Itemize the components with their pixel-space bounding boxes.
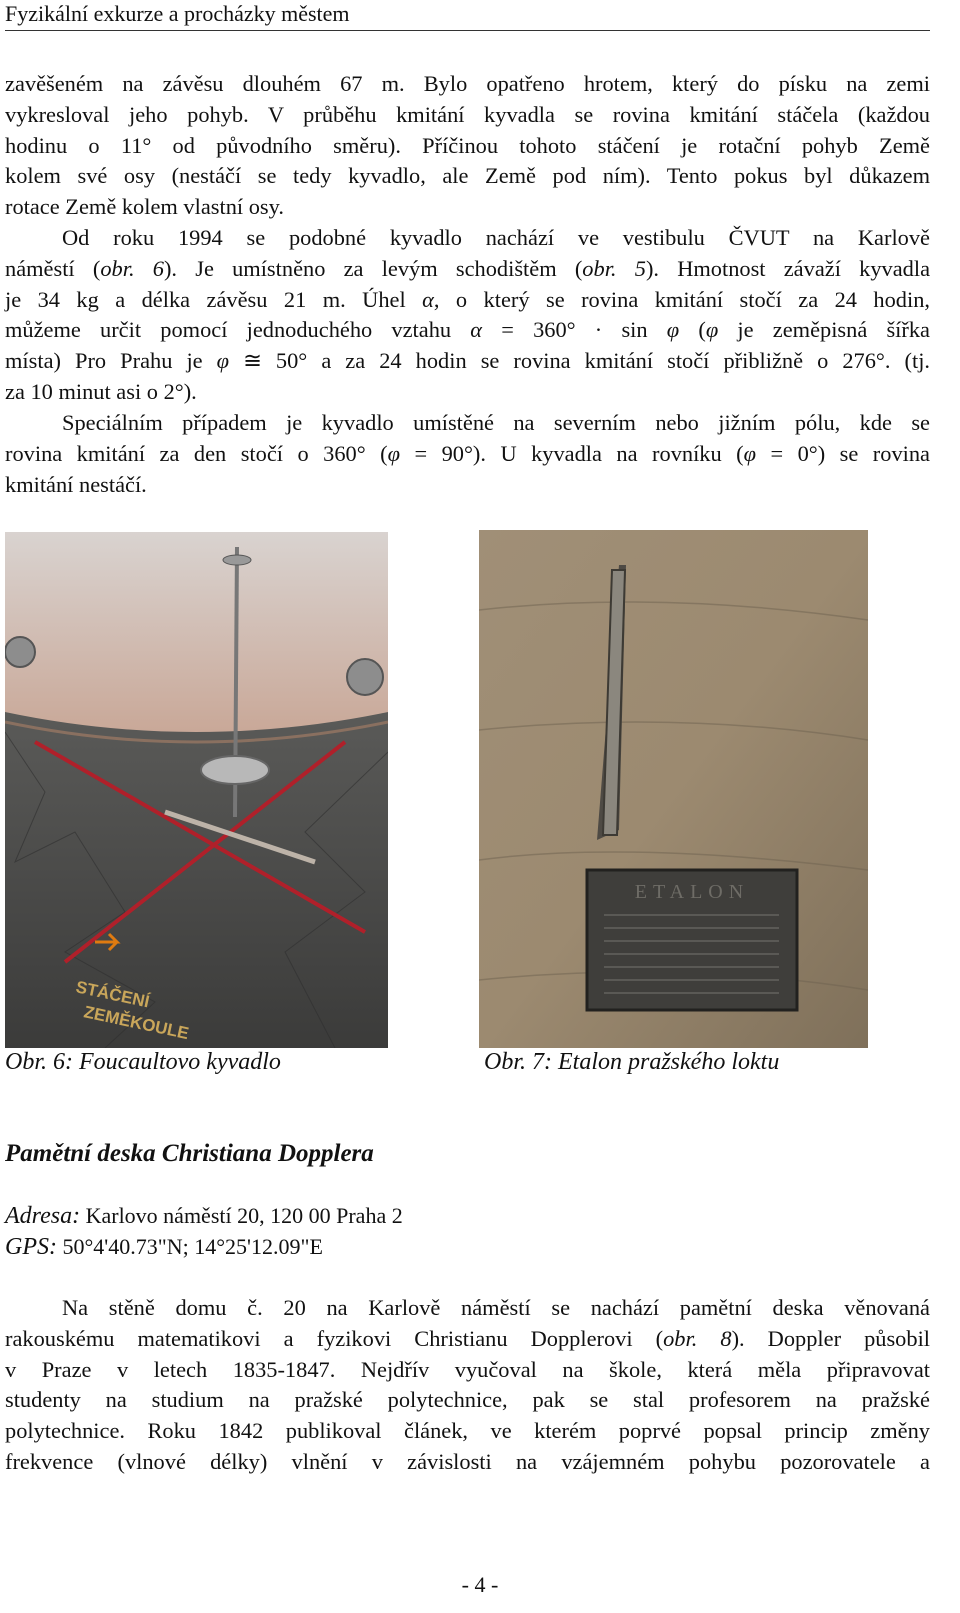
address-label: Adresa: bbox=[5, 1203, 81, 1229]
etalon-photo bbox=[479, 530, 868, 1048]
gps-line bbox=[5, 1234, 323, 1261]
running-header: Fyzikální exkurze a procházky městem bbox=[5, 0, 930, 31]
floor-text-line-1: STÁČENÍ bbox=[74, 977, 152, 1012]
figure-6-caption: Obr. 6: Foucaultovo kyvadlo bbox=[5, 1049, 281, 1075]
address-value: Karlovo náměstí 20, 120 00 Praha 2 bbox=[85, 1203, 403, 1228]
gps-label: GPS: bbox=[5, 1234, 57, 1260]
paragraph-1: zavěšeném na závěsu dlouhém 67 m. Bylo opatřeno hrotem, který do písku na zemi vykresloval jeho pohyb. V průběhu kmitání kyvadla se rovina kmitání stáčela (každou hodinu o 11° od původního směru). Příčinou tohoto stáčení je rotační pohyb Země kolem své osy (nestáčí se tedy kyvadlo, ale Země pod ním). Tento pokus byl důkazem rotace Země kolem vlastní osy. bbox=[5, 71, 930, 220]
address-line bbox=[5, 1203, 403, 1230]
figure-7-caption: Obr. 7: Etalon pražského loktu bbox=[484, 1049, 780, 1075]
paragraph-4: Na stěně domu č. 20 na Karlově náměstí se nachází pamětní deska věnovaná rakouskému matematikovi a fyzikovi Christianu Dopplerovi (obr. 8). Doppler působil v Praze v letech 1835-1847. Nejdřív vyučoval na škole, která měla připravovat studenty na studium na pražské polytechnice, pak se stal profesorem na pražské polytechnice. Roku 1842 publikoval článek, ve kterém poprvé popsal princip změny frekvence (vlnové délky) vlnění v závislosti na vzájemném pohybu pozorovatele a bbox=[5, 1295, 931, 1474]
section-title: Pamětní deska Christiana Dopplera bbox=[5, 1140, 374, 1167]
floor-text-line-2: ZEMĚKOULE bbox=[82, 1002, 191, 1044]
gps-value: 50°4'40.73"N; 14°25'12.09"E bbox=[62, 1234, 323, 1259]
plaque-title: ETALON bbox=[634, 881, 750, 903]
paragraph-2: Od roku 1994 se podobné kyvadlo nachází ve vestibulu ČVUT na Karlově náměstí (obr. 6). Je umístněno za levým schodištěm (obr. 5). Hmotnost závaží kyvadla je 34 kg a délka závěsu 21 m. Úhel α, o který se rovina kmitání stočí za 24 hodin, můžeme určit pomocí jednoduchého vztahu α = 360° · sin φ (φ je zeměpisná šířka místa) Pro Prahu je φ ≅ 50° a za 24 hodin se rovina kmitání stočí přibližně o 276°. (tj. za 10 minut asi o 2°). bbox=[5, 225, 931, 404]
foucault-pendulum-photo bbox=[5, 532, 388, 1048]
page-number: - 4 - bbox=[461, 1572, 499, 1597]
paragraph-3: Speciálním případem je kyvadlo umístěné na severním nebo jižním pólu, kde se rovina kmitání za den stočí o 360° (φ = 90°). U kyvadla na rovníku (φ = 0°) se rovina kmitání nestáčí. bbox=[5, 410, 930, 497]
